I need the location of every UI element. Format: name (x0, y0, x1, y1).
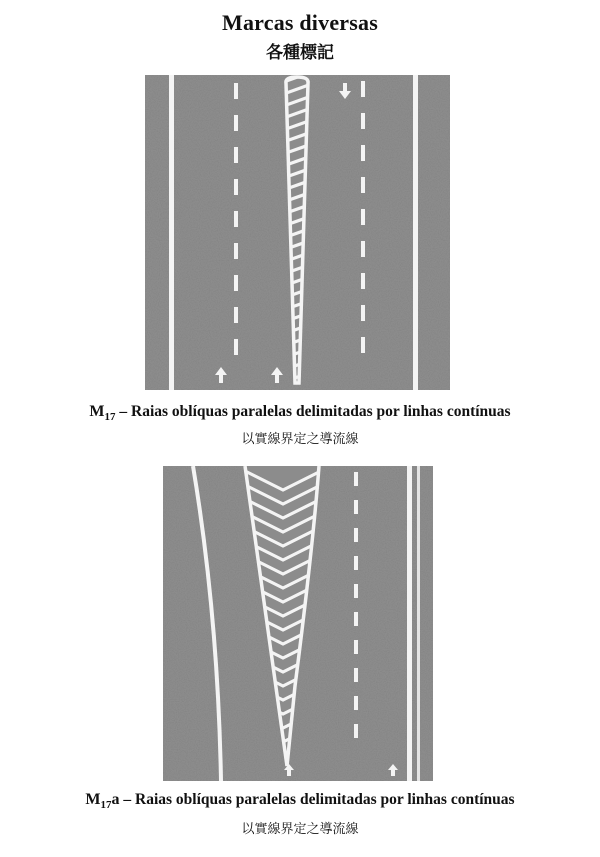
figure-caption-chinese-m17: 以實線界定之導流線 (241, 432, 359, 447)
figure-caption-chinese-m17a: 以實線界定之導流線 (241, 822, 359, 837)
sign-code-subscript: 17 (100, 799, 112, 811)
right-dashed-lane-line (361, 81, 365, 353)
sign-code-subscript: 17 (104, 411, 116, 423)
sign-code-suffix: a (111, 791, 120, 808)
caption-text: – Raias oblíquas paralelas delimitadas por linhas contínuas (119, 791, 515, 808)
road-marking-illustration-m17 (145, 75, 450, 390)
right-edge-line (407, 466, 412, 781)
sign-code: M (85, 791, 101, 808)
figure-caption-m17a (0, 791, 600, 811)
caption-text: – Raias oblíquas paralelas delimitadas por linhas contínuas (115, 403, 511, 420)
road-marking-illustration-m17a (163, 466, 433, 781)
figure-caption-m17 (0, 403, 600, 423)
sign-code: M (89, 403, 105, 420)
right-edge-line (413, 75, 418, 390)
left-dashed-lane-line (234, 83, 238, 355)
page-subtitle-chinese: 各種標記 (266, 43, 334, 63)
page-title: Marcas diversas (222, 10, 378, 35)
left-edge-line (169, 75, 174, 390)
